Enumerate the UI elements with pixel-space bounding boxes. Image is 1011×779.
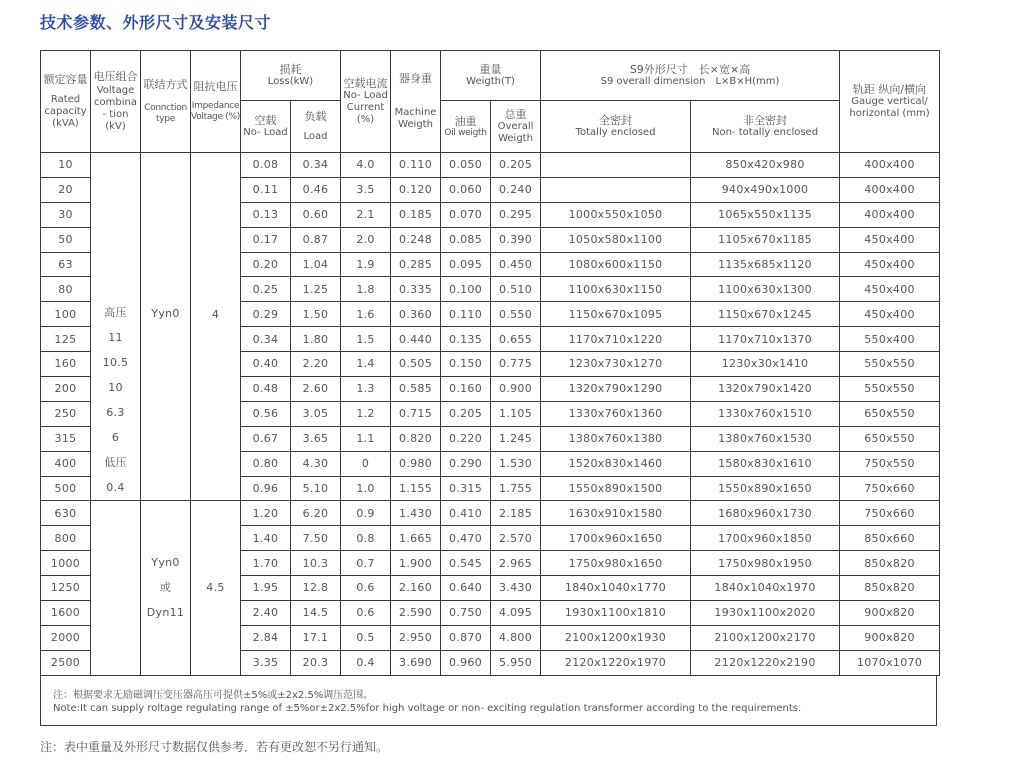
cell-oil: 0.470: [441, 526, 491, 551]
header-connection-type: 联结方式 Connction type: [141, 51, 191, 153]
cell-capacity: 2000: [41, 625, 91, 650]
cell-overall: 0.390: [491, 227, 541, 252]
header-oil-weight: 油重 Oil weigth: [441, 101, 491, 153]
voltage-line: 0.4: [106, 480, 125, 494]
cell-non-enclosed: 1550x890x1650: [691, 476, 840, 501]
cell-load: 20.3: [291, 650, 341, 675]
cell-oil: 0.640: [441, 576, 491, 601]
cell-machine: 0.360: [391, 302, 441, 327]
cell-load: 0.87: [291, 227, 341, 252]
cell-gauge: 450x400: [840, 302, 940, 327]
cell-current: 0.6: [341, 576, 391, 601]
cell-no-load: 0.48: [241, 377, 291, 402]
cell-machine: 1.155: [391, 476, 441, 501]
cell-overall: 4.095: [491, 601, 541, 626]
cell-capacity: 63: [41, 252, 91, 277]
cell-enclosed: [541, 177, 691, 202]
cell-oil: 0.870: [441, 625, 491, 650]
cell-current: 0.7: [341, 551, 391, 576]
cell-current: 1.1: [341, 426, 391, 451]
cell-current: 1.8: [341, 277, 391, 302]
cell-overall: 0.900: [491, 377, 541, 402]
cell-no-load: 3.35: [241, 650, 291, 675]
header-dimension: S9外形尺寸 长×宽×高 S9 overall dimension L×B×H(mm): [541, 51, 840, 101]
footer-note: 注：表中重量及外形尺寸数据仅供参考．若有更改恕不另行通知。: [40, 740, 389, 754]
cell-capacity: 400: [41, 451, 91, 476]
cell-overall: 0.655: [491, 327, 541, 352]
cell-capacity: 10: [41, 153, 91, 178]
cell-capacity: 20: [41, 177, 91, 202]
cell-gauge: 850x660: [840, 526, 940, 551]
cell-capacity: 160: [41, 352, 91, 377]
cell-enclosed: 1550x890x1500: [541, 476, 691, 501]
cell-overall: 1.530: [491, 451, 541, 476]
cell-non-enclosed: 1330x760x1510: [691, 401, 840, 426]
cell-load: 1.25: [291, 277, 341, 302]
cell-voltage-combination: [91, 153, 141, 501]
cell-load: 7.50: [291, 526, 341, 551]
cell-overall: 0.550: [491, 302, 541, 327]
cell-overall: 3.430: [491, 576, 541, 601]
cell-non-enclosed: 1930x1100x2020: [691, 601, 840, 626]
cell-gauge: 850x820: [840, 551, 940, 576]
cell-impedance: 4: [191, 153, 241, 501]
cell-current: 2.0: [341, 227, 391, 252]
cell-load: 0.60: [291, 202, 341, 227]
cell-enclosed: [541, 153, 691, 178]
header-totally-enclosed: 全密封 Totally enclosed: [541, 101, 691, 153]
cell-non-enclosed: 1320x790x1420: [691, 377, 840, 402]
cell-non-enclosed: 2100x1200x2170: [691, 625, 840, 650]
cell-current: 0.4: [341, 650, 391, 675]
page-title: 技术参数、外形尺寸及安装尺寸: [40, 13, 272, 32]
cell-non-enclosed: 1580x830x1610: [691, 451, 840, 476]
cell-load: 5.10: [291, 476, 341, 501]
cell-non-enclosed: 1230x30x1410: [691, 352, 840, 377]
cell-no-load: 0.56: [241, 401, 291, 426]
cell-enclosed: 1000x550x1050: [541, 202, 691, 227]
cell-no-load: 0.17: [241, 227, 291, 252]
cell-no-load: 0.96: [241, 476, 291, 501]
cell-machine: 0.110: [391, 153, 441, 178]
cell-non-enclosed: 1680x960x1730: [691, 501, 840, 526]
cell-overall: 2.965: [491, 551, 541, 576]
voltage-line: 10: [108, 381, 123, 395]
note-box: [40, 675, 937, 726]
voltage-line: 10.5: [102, 356, 129, 370]
cell-enclosed: 2120x1220x1970: [541, 650, 691, 675]
cell-no-load: 2.40: [241, 601, 291, 626]
header-rated-capacity: 额定容量 Rated capacity (kVA): [41, 51, 91, 153]
header-loss: 损耗 Loss(kW): [241, 51, 341, 101]
cell-oil: 0.085: [441, 227, 491, 252]
cell-no-load: 0.08: [241, 153, 291, 178]
voltage-line: 高压: [104, 306, 127, 320]
connection-line: 或: [159, 580, 172, 594]
cell-overall: 2.570: [491, 526, 541, 551]
cell-overall: 0.450: [491, 252, 541, 277]
cell-current: 1.0: [341, 476, 391, 501]
cell-non-enclosed: 2120x1220x2190: [691, 650, 840, 675]
cell-overall: 0.775: [491, 352, 541, 377]
cell-machine: 2.160: [391, 576, 441, 601]
connection-line: Yyn0: [151, 555, 180, 569]
cell-non-enclosed: 1380x760x1530: [691, 426, 840, 451]
cell-current: 0: [341, 451, 391, 476]
cell-enclosed: 1170x710x1220: [541, 327, 691, 352]
cell-overall: 0.205: [491, 153, 541, 178]
cell-overall: 0.510: [491, 277, 541, 302]
cell-no-load: 1.70: [241, 551, 291, 576]
cell-non-enclosed: 1150x670x1245: [691, 302, 840, 327]
table-row: [41, 153, 940, 178]
cell-no-load: 0.29: [241, 302, 291, 327]
cell-current: 2.1: [341, 202, 391, 227]
cell-current: 1.3: [341, 377, 391, 402]
cell-load: 1.50: [291, 302, 341, 327]
cell-overall: 5.950: [491, 650, 541, 675]
header-overall-weight: 总重 Overall Weigth: [491, 101, 541, 153]
cell-gauge: 550x550: [840, 352, 940, 377]
cell-machine: 1.430: [391, 501, 441, 526]
cell-load: 2.60: [291, 377, 341, 402]
cell-overall: 0.240: [491, 177, 541, 202]
cell-overall: 1.105: [491, 401, 541, 426]
note-en: Note:It can supply roltage regulating range of ±5%or±2x2.5%for high voltage or non- exciting regulation transformer according to the requirements.: [53, 703, 802, 714]
cell-load: 2.20: [291, 352, 341, 377]
cell-gauge: 650x550: [840, 401, 940, 426]
cell-overall: 0.295: [491, 202, 541, 227]
cell-capacity: 630: [41, 501, 91, 526]
cell-capacity: 800: [41, 526, 91, 551]
cell-load: 10.3: [291, 551, 341, 576]
cell-enclosed: 2100x1200x1930: [541, 625, 691, 650]
cell-enclosed: 1930x1100x1810: [541, 601, 691, 626]
cell-non-enclosed: 1170x710x1370: [691, 327, 840, 352]
cell-enclosed: 1230x730x1270: [541, 352, 691, 377]
cell-connection-type: [141, 153, 191, 501]
cell-oil: 0.290: [441, 451, 491, 476]
cell-machine: 0.335: [391, 277, 441, 302]
cell-no-load: 0.25: [241, 277, 291, 302]
cell-machine: 0.185: [391, 202, 441, 227]
spec-table: [40, 50, 940, 676]
cell-load: 1.04: [291, 252, 341, 277]
cell-non-enclosed: 940x490x1000: [691, 177, 840, 202]
cell-impedance: 4.5: [191, 501, 241, 675]
cell-oil: 0.060: [441, 177, 491, 202]
note-zh: 注：根据要求无励磁调压变压器高压可提供±5%或±2x2.5%调压范围。: [53, 690, 374, 701]
cell-load: 0.46: [291, 177, 341, 202]
cell-no-load: 1.40: [241, 526, 291, 551]
header-voltage-combination: 电压组合 Voltage combina - tion (kV): [91, 51, 141, 153]
cell-gauge: 450x400: [840, 277, 940, 302]
header-no-load-loss: 空载 No- Load: [241, 101, 291, 153]
cell-machine: 0.440: [391, 327, 441, 352]
cell-load: 6.20: [291, 501, 341, 526]
cell-overall: 1.245: [491, 426, 541, 451]
cell-load: 17.1: [291, 625, 341, 650]
cell-load: 4.30: [291, 451, 341, 476]
header-load-loss: 负载 Load: [291, 101, 341, 153]
cell-no-load: 0.11: [241, 177, 291, 202]
cell-enclosed: 1320x790x1290: [541, 377, 691, 402]
cell-overall: 2.185: [491, 501, 541, 526]
cell-current: 0.8: [341, 526, 391, 551]
cell-current: 3.5: [341, 177, 391, 202]
cell-machine: 2.590: [391, 601, 441, 626]
cell-non-enclosed: 1065x550x1135: [691, 202, 840, 227]
cell-machine: 0.248: [391, 227, 441, 252]
cell-gauge: 850x820: [840, 576, 940, 601]
cell-machine: 0.285: [391, 252, 441, 277]
cell-no-load: 1.95: [241, 576, 291, 601]
cell-gauge: 750x550: [840, 451, 940, 476]
cell-machine: 0.820: [391, 426, 441, 451]
cell-machine: 0.120: [391, 177, 441, 202]
header-no-load-current: 空载电流 No- Load Current (%): [341, 51, 391, 153]
cell-gauge: 1070x1070: [840, 650, 940, 675]
cell-load: 1.80: [291, 327, 341, 352]
cell-capacity: 50: [41, 227, 91, 252]
voltage-line: 低压: [104, 455, 127, 469]
header-weight: 重量 Weigth(T): [441, 51, 541, 101]
cell-load: 3.65: [291, 426, 341, 451]
cell-enclosed: 1330x760x1360: [541, 401, 691, 426]
connection-line: Dyn11: [146, 605, 185, 619]
cell-gauge: 750x660: [840, 476, 940, 501]
cell-capacity: 250: [41, 401, 91, 426]
cell-machine: 0.715: [391, 401, 441, 426]
cell-oil: 0.150: [441, 352, 491, 377]
cell-machine: 3.690: [391, 650, 441, 675]
cell-oil: 0.100: [441, 277, 491, 302]
cell-oil: 0.110: [441, 302, 491, 327]
cell-current: 1.6: [341, 302, 391, 327]
cell-non-enclosed: 1135x685x1120: [691, 252, 840, 277]
cell-enclosed: 1150x670x1095: [541, 302, 691, 327]
cell-gauge: 400x400: [840, 153, 940, 178]
cell-machine: 2.950: [391, 625, 441, 650]
cell-gauge: 450x400: [840, 227, 940, 252]
cell-no-load: 0.13: [241, 202, 291, 227]
cell-oil: 0.750: [441, 601, 491, 626]
cell-enclosed: 1380x760x1380: [541, 426, 691, 451]
cell-oil: 0.135: [441, 327, 491, 352]
cell-gauge: 650x550: [840, 426, 940, 451]
cell-oil: 0.160: [441, 377, 491, 402]
header-non-totally-enclosed: 非全密封 Non- totally enclosed: [691, 101, 840, 153]
cell-no-load: 1.20: [241, 501, 291, 526]
cell-gauge: 400x400: [840, 202, 940, 227]
cell-oil: 0.050: [441, 153, 491, 178]
table-body: [41, 153, 940, 676]
cell-gauge: 750x660: [840, 501, 940, 526]
header-gauge: 轨距 纵向/横向 Gauge vertical/ horizontal (mm): [840, 51, 940, 153]
cell-load: 0.34: [291, 153, 341, 178]
cell-oil: 0.545: [441, 551, 491, 576]
cell-capacity: 315: [41, 426, 91, 451]
cell-gauge: 900x820: [840, 601, 940, 626]
cell-gauge: 900x820: [840, 625, 940, 650]
cell-non-enclosed: 1700x960x1850: [691, 526, 840, 551]
cell-gauge: 550x550: [840, 377, 940, 402]
cell-current: 4.0: [341, 153, 391, 178]
cell-enclosed: 1080x600x1150: [541, 252, 691, 277]
cell-oil: 0.205: [441, 401, 491, 426]
cell-no-load: 0.34: [241, 327, 291, 352]
cell-capacity: 200: [41, 377, 91, 402]
cell-gauge: 450x400: [840, 252, 940, 277]
cell-current: 1.9: [341, 252, 391, 277]
cell-machine: 0.980: [391, 451, 441, 476]
cell-oil: 0.410: [441, 501, 491, 526]
cell-capacity: 1000: [41, 551, 91, 576]
cell-oil: 0.070: [441, 202, 491, 227]
cell-no-load: 2.84: [241, 625, 291, 650]
cell-enclosed: 1630x910x1580: [541, 501, 691, 526]
cell-no-load: 0.20: [241, 252, 291, 277]
cell-overall: 4.800: [491, 625, 541, 650]
cell-enclosed: 1840x1040x1770: [541, 576, 691, 601]
cell-enclosed: 1050x580x1100: [541, 227, 691, 252]
cell-capacity: 1600: [41, 601, 91, 626]
cell-overall: 1.755: [491, 476, 541, 501]
cell-current: 1.2: [341, 401, 391, 426]
cell-current: 0.9: [341, 501, 391, 526]
voltage-line: 6: [111, 430, 120, 444]
cell-load: 12.8: [291, 576, 341, 601]
cell-machine: 1.665: [391, 526, 441, 551]
cell-enclosed: 1520x830x1460: [541, 451, 691, 476]
cell-oil: 0.960: [441, 650, 491, 675]
voltage-line: 11: [108, 331, 123, 345]
cell-machine: 1.900: [391, 551, 441, 576]
cell-no-load: 0.40: [241, 352, 291, 377]
cell-non-enclosed: 1105x670x1185: [691, 227, 840, 252]
cell-enclosed: 1100x630x1150: [541, 277, 691, 302]
cell-voltage-combination: [91, 501, 141, 675]
cell-capacity: 1250: [41, 576, 91, 601]
cell-capacity: 30: [41, 202, 91, 227]
cell-non-enclosed: 1100x630x1300: [691, 277, 840, 302]
cell-capacity: 2500: [41, 650, 91, 675]
header-impedance-voltage: 阻抗电压 Impedance Voltage (%): [191, 51, 241, 153]
cell-enclosed: 1750x980x1650: [541, 551, 691, 576]
cell-load: 14.5: [291, 601, 341, 626]
cell-non-enclosed: 1750x980x1950: [691, 551, 840, 576]
cell-capacity: 80: [41, 277, 91, 302]
cell-capacity: 500: [41, 476, 91, 501]
cell-non-enclosed: 850x420x980: [691, 153, 840, 178]
table-row: [41, 501, 940, 526]
cell-current: 1.4: [341, 352, 391, 377]
cell-capacity: 100: [41, 302, 91, 327]
cell-current: 1.5: [341, 327, 391, 352]
cell-machine: 0.505: [391, 352, 441, 377]
cell-non-enclosed: 1840x1040x1970: [691, 576, 840, 601]
cell-machine: 0.585: [391, 377, 441, 402]
cell-oil: 0.220: [441, 426, 491, 451]
cell-current: 0.6: [341, 601, 391, 626]
connection-line: Yyn0: [151, 307, 180, 321]
header-machine-weight: 器身重 Machine Weigth: [391, 51, 441, 153]
cell-current: 0.5: [341, 625, 391, 650]
cell-no-load: 0.67: [241, 426, 291, 451]
cell-load: 3.05: [291, 401, 341, 426]
cell-enclosed: 1700x960x1650: [541, 526, 691, 551]
cell-gauge: 400x400: [840, 177, 940, 202]
cell-gauge: 550x400: [840, 327, 940, 352]
voltage-line: 6.3: [106, 405, 125, 419]
cell-connection-type: [141, 501, 191, 675]
cell-oil: 0.315: [441, 476, 491, 501]
cell-oil: 0.095: [441, 252, 491, 277]
cell-no-load: 0.80: [241, 451, 291, 476]
cell-capacity: 125: [41, 327, 91, 352]
